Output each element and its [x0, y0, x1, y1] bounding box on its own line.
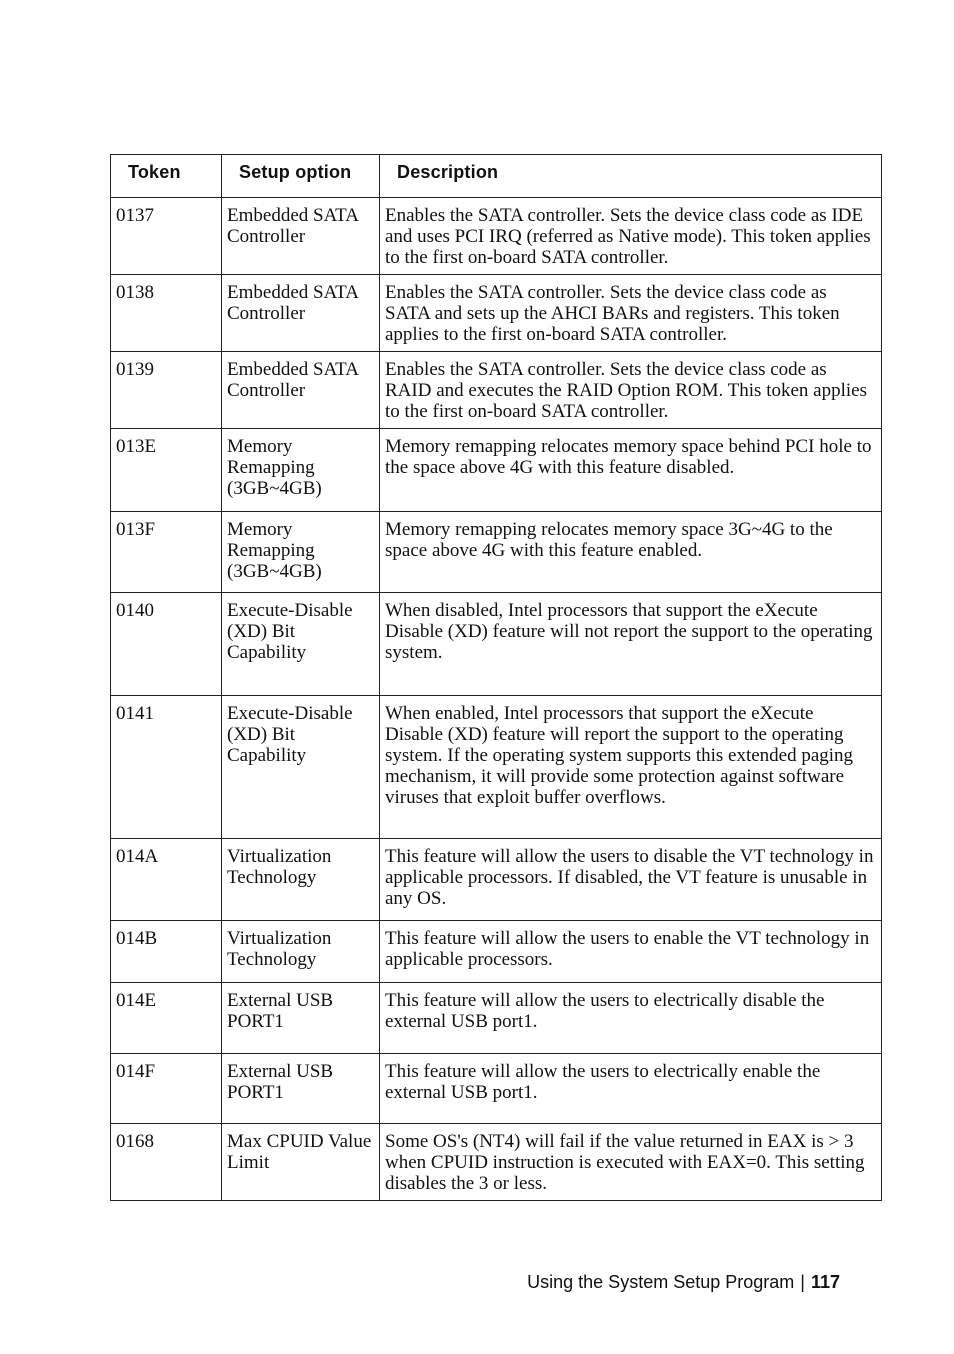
token-cell: 0139 [111, 352, 222, 429]
setup-option-cell: Embedded SATA Controller [222, 275, 380, 352]
token-cell: 0138 [111, 275, 222, 352]
description-cell: This feature will allow the users to enable the VT technology in applicable processors. [380, 921, 882, 983]
setup-option-cell: External USB PORT1 [222, 983, 380, 1054]
token-cell: 014F [111, 1054, 222, 1124]
description-cell: This feature will allow the users to disable the VT technology in applicable processors. If disabled, the VT feature is unusable in any OS. [380, 839, 882, 921]
description-cell: Memory remapping relocates memory space behind PCI hole to the space above 4G with this feature disabled. [380, 429, 882, 512]
table-row [111, 275, 882, 352]
table-header-row [111, 155, 882, 198]
token-cell: 0140 [111, 593, 222, 696]
description-cell: Enables the SATA controller. Sets the device class code as SATA and sets up the AHCI BARs and registers. This token applies to the first on-board SATA controller. [380, 275, 882, 352]
table-row [111, 983, 882, 1054]
setup-option-cell: Embedded SATA Controller [222, 198, 380, 275]
token-cell: 0168 [111, 1124, 222, 1201]
setup-option-cell: Execute-Disable (XD) Bit Capability [222, 696, 380, 839]
header-setup-option: Setup option [222, 155, 380, 198]
description-cell: Some OS's (NT4) will fail if the value returned in EAX is > 3 when CPUID instruction is executed with EAX=0. This setting disables the 3 or less. [380, 1124, 882, 1201]
token-cell: 014B [111, 921, 222, 983]
token-cell: 013E [111, 429, 222, 512]
token-table [110, 154, 882, 1201]
setup-option-cell: External USB PORT1 [222, 1054, 380, 1124]
page-footer [527, 1272, 840, 1293]
table-row [111, 921, 882, 983]
table-row [111, 1124, 882, 1201]
setup-option-cell: Virtualization Technology [222, 839, 380, 921]
page-number: 117 [810, 1272, 840, 1292]
token-cell: 014A [111, 839, 222, 921]
table-row [111, 839, 882, 921]
description-cell: This feature will allow the users to electrically enable the external USB port1. [380, 1054, 882, 1124]
description-cell: Enables the SATA controller. Sets the device class code as IDE and uses PCI IRQ (referred as Native mode). This token applies to the first on-board SATA controller. [380, 198, 882, 275]
token-cell: 013F [111, 512, 222, 593]
description-cell: When enabled, Intel processors that support the eXecute Disable (XD) feature will report the support to the operating system. If the operating system supports this extended paging mechanism, it will provide some protection against software viruses that exploit buffer overflows. [380, 696, 882, 839]
table-row [111, 593, 882, 696]
table-row [111, 429, 882, 512]
footer-section-title: Using the System Setup Program [527, 1272, 795, 1292]
description-cell: Memory remapping relocates memory space 3G~4G to the space above 4G with this feature enabled. [380, 512, 882, 593]
setup-option-cell: Virtualization Technology [222, 921, 380, 983]
table-row [111, 352, 882, 429]
setup-option-cell: Memory Remapping (3GB~4GB) [222, 429, 380, 512]
table-row [111, 1054, 882, 1124]
description-cell: This feature will allow the users to electrically disable the external USB port1. [380, 983, 882, 1054]
setup-option-cell: Embedded SATA Controller [222, 352, 380, 429]
table-row [111, 696, 882, 839]
table-row [111, 512, 882, 593]
table-row [111, 198, 882, 275]
description-cell: When disabled, Intel processors that support the eXecute Disable (XD) feature will not report the support to the operating system. [380, 593, 882, 696]
header-description: Description [380, 155, 882, 198]
token-cell: 0137 [111, 198, 222, 275]
description-cell: Enables the SATA controller. Sets the device class code as RAID and executes the RAID Option ROM. This token applies to the first on-board SATA controller. [380, 352, 882, 429]
setup-option-cell: Execute-Disable (XD) Bit Capability [222, 593, 380, 696]
footer-separator: | [800, 1272, 805, 1292]
setup-option-cell: Max CPUID Value Limit [222, 1124, 380, 1201]
setup-option-cell: Memory Remapping (3GB~4GB) [222, 512, 380, 593]
token-cell: 0141 [111, 696, 222, 839]
token-cell: 014E [111, 983, 222, 1054]
header-token: Token [111, 155, 222, 198]
